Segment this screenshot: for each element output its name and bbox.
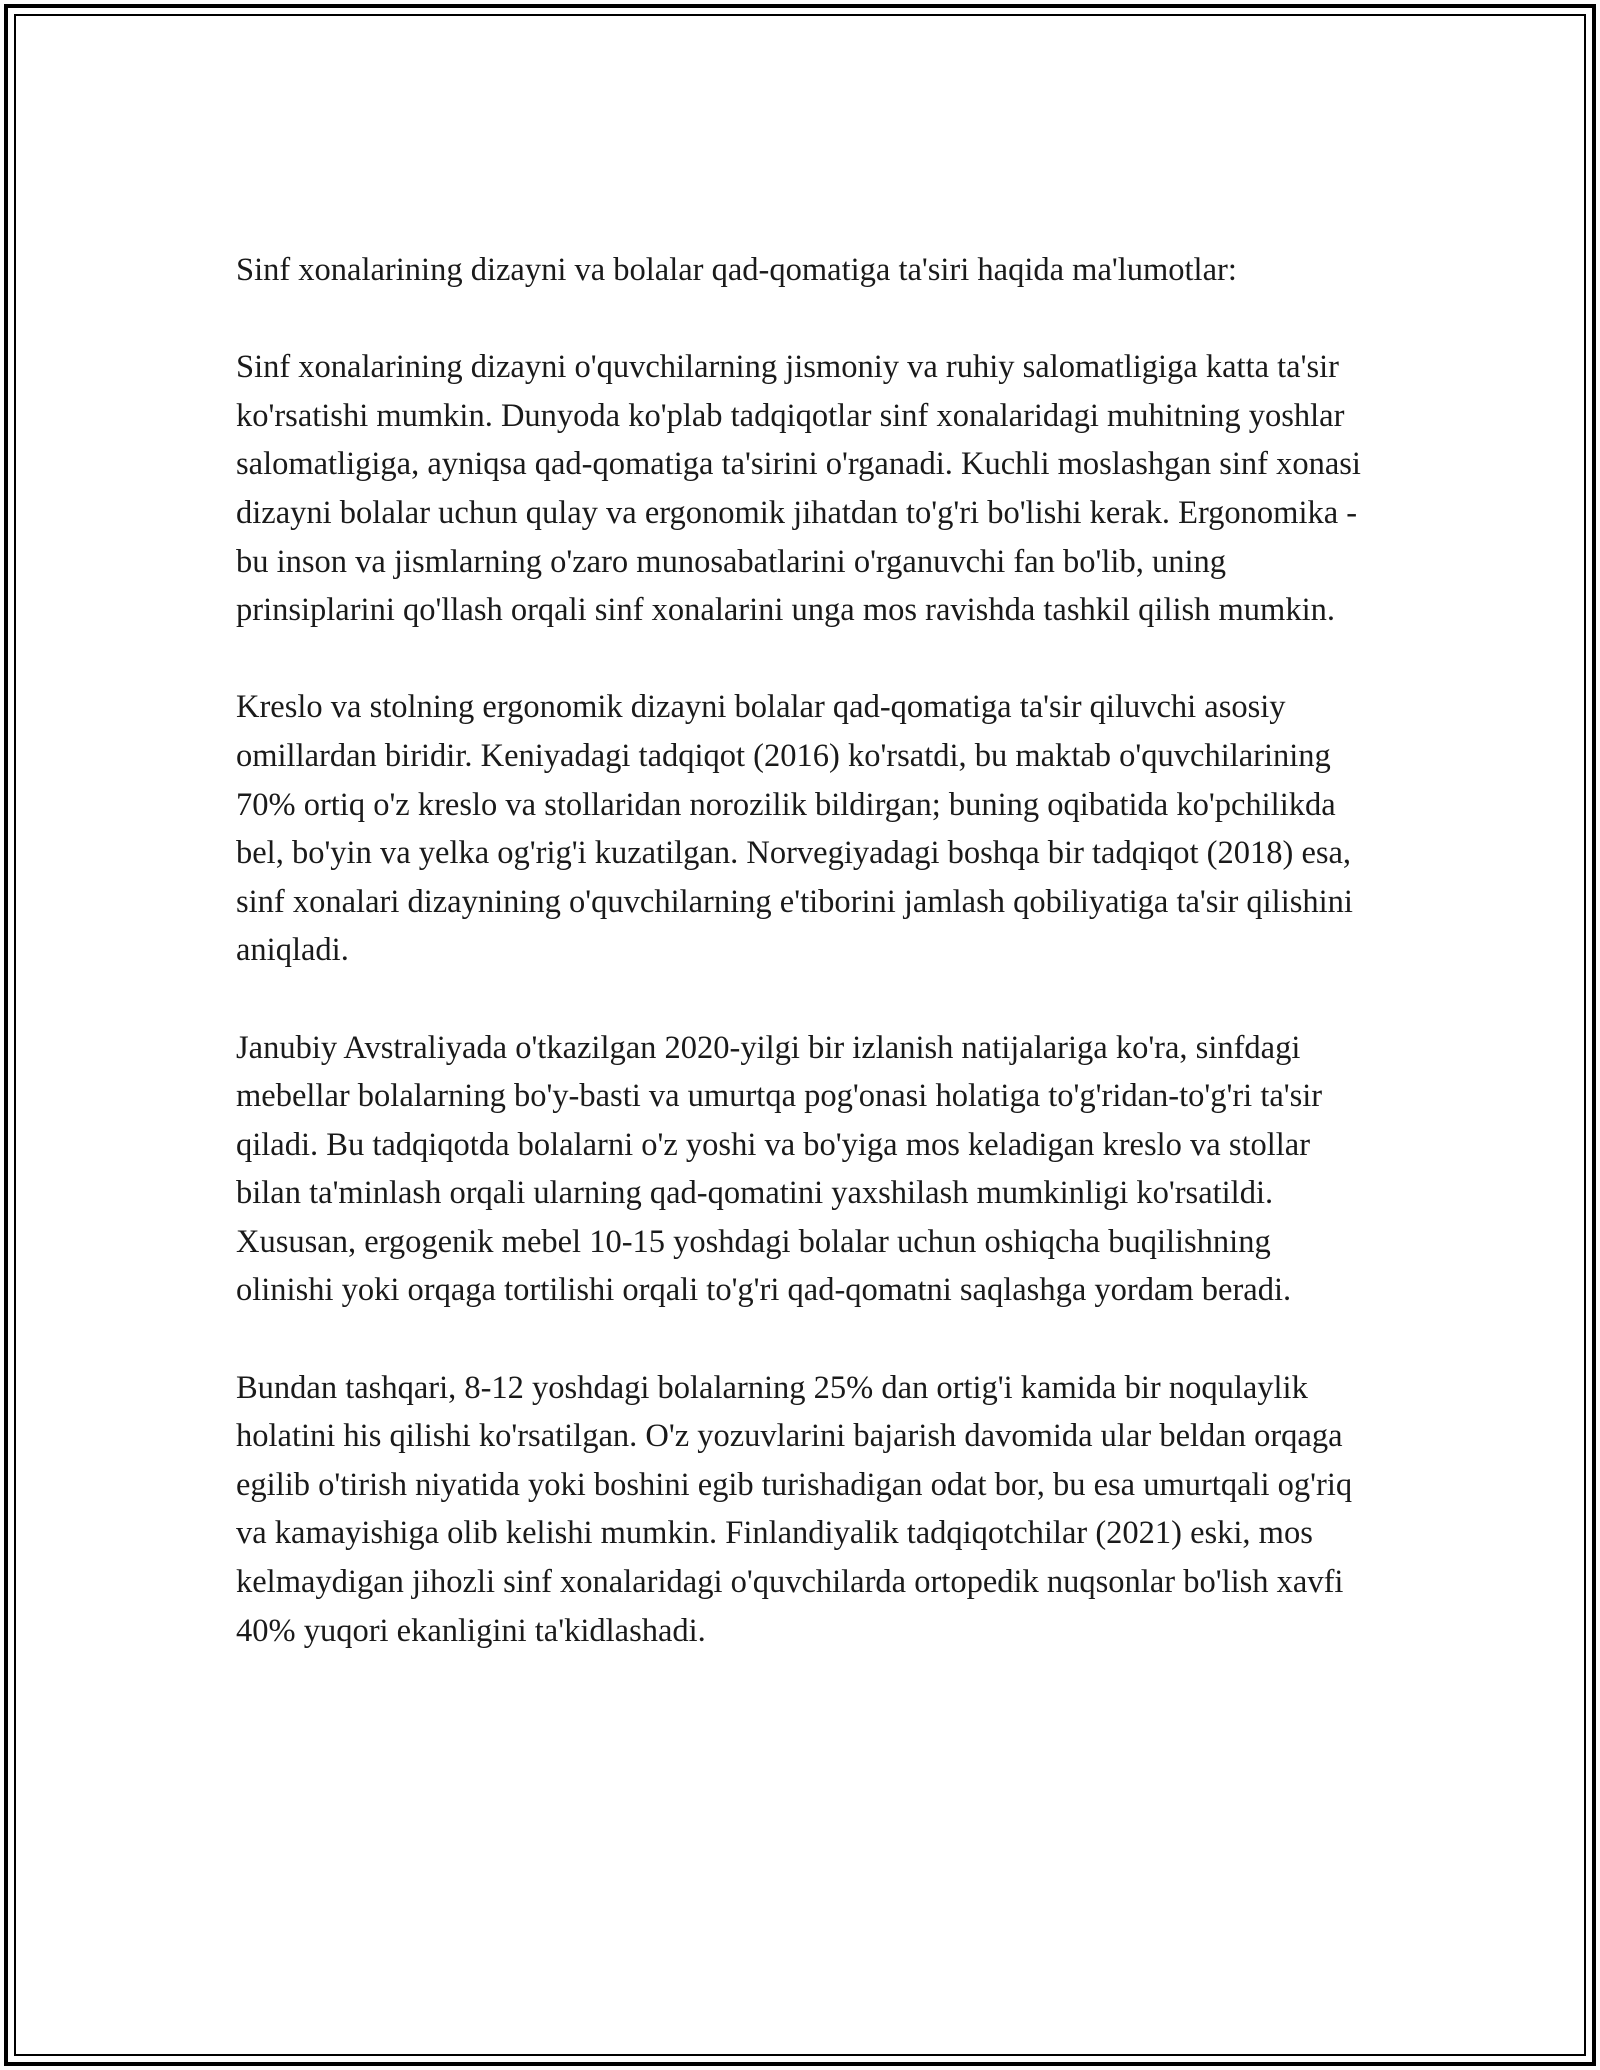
document-body: [236, 246, 1376, 1704]
document-heading: Sinf xonalarining dizayni va bolalar qad-qomatiga ta'siri haqida ma'lumotlar:: [236, 252, 1237, 288]
paragraph-discomfort-findings: Bundan tashqari, 8-12 yoshdagi bolalarning 25% dan ortig'i kamida bir noqulaylik holatini his qilishi ko'rsatilgan. O'z yozuvlarini bajarish davomida ular beldan orqaga egilib o'tirish niyatida yoki boshini egib turishadigan odat bor, bu esa umurtqali og'riq va kamayishiga olib kelishi mumkin. Finlandiyalik tadqiqotchilar (2021) eski, mos kelmaydigan jihozli sinf xonalaridagi o'quvchilarda ortopedik nuqsonlar bo'lish xavfi 40% yuqori ekanligini ta'kidlashadi.: [236, 1369, 1353, 1649]
paragraph-australia-study: Janubiy Avstraliyada o'tkazilgan 2020-yilgi bir izlanish natijalariga ko'ra, sinfdagi mebellar bolalarning bo'y-basti va umurtqa pog'onasi holatiga to'g'ridan-to'g'ri ta'sir qiladi. Bu tadqiqotda bolalarni o'z yoshi va bo'yiga mos keladigan kreslo va stollar bilan ta'minlash orqali ularning qad-qomatini yaxshilash mumkinligi ko'rsatildi. Xususan, ergogenik mebel 10-15 yoshdagi bolalar uchun oshiqcha buqilishning olinishi yoki orqaga tortilishi orqali to'g'ri qad-qomatni saqlashga yordam beradi.: [236, 1029, 1323, 1309]
paragraph-furniture-studies: Kreslo va stolning ergonomik dizayni bolalar qad-qomatiga ta'sir qiluvchi asosiy omillardan biridir. Keniyadagi tadqiqot (2016) ko'rsatdi, bu maktab o'quvchilarining 70% ortiq o'z kreslo va stollaridan norozilik bildirgan; buning oqibatida ko'pchilikda bel, bo'yin va yelka og'rig'i kuzatilgan. Norvegiyadagi boshqa bir tadqiqot (2018) esa, sinf xonalari dizaynining o'quvchilarning e'tiborini jamlash qobiliyatiga ta'sir qilishini aniqladi.: [236, 689, 1353, 969]
paragraph-intro: Sinf xonalarining dizayni o'quvchilarning jismoniy va ruhiy salomatligiga katta ta'sir ko'rsatishi mumkin. Dunyoda ko'plab tadqiqotlar sinf xonalaridagi muhitning yoshlar salomatligiga, ayniqsa qad-qomatiga ta'sirini o'rganadi. Kuchli moslashgan sinf xonasi dizayni bolalar uchun qulay va ergonomik jihatdan to'g'ri bo'lishi kerak. Ergonomika - bu inson va jismlarning o'zaro munosabatlarini o'rganuvchi fan bo'lib, uning prinsiplarini qo'llash orqali sinf xonalarini unga mos ravishda tashkil qilish mumkin.: [236, 349, 1361, 629]
